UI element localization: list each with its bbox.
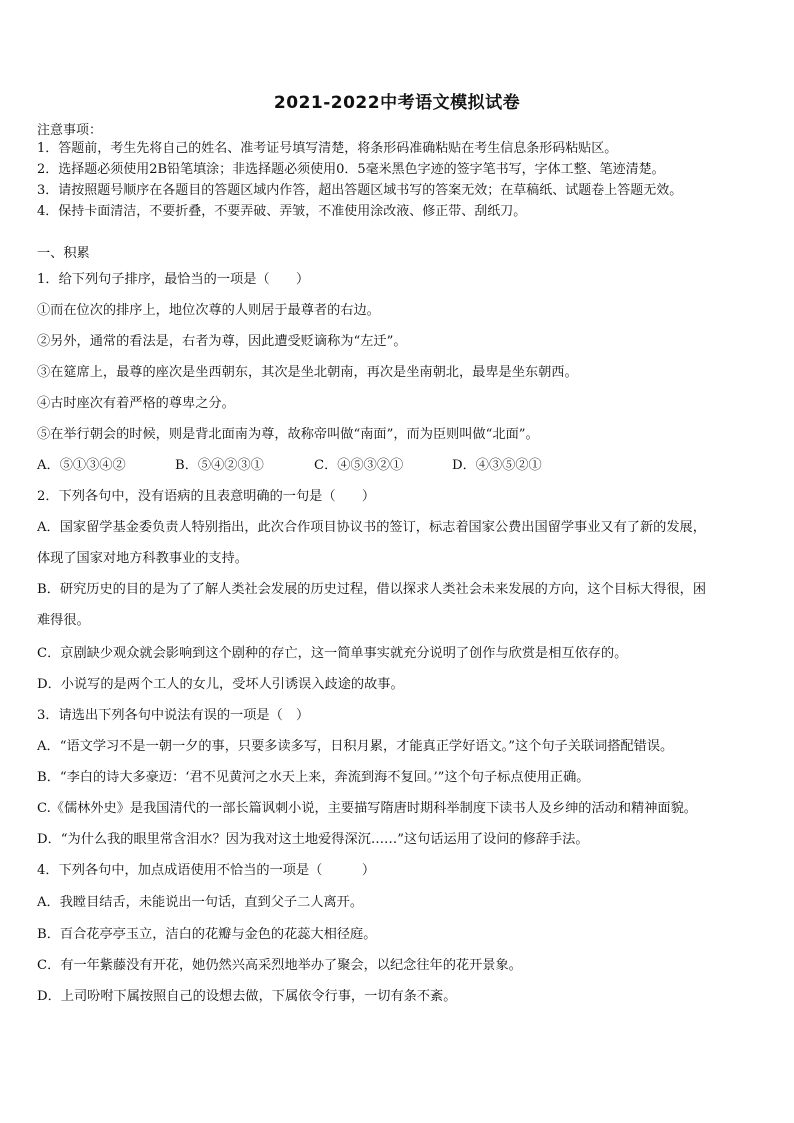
option-b-cont: 难得很。 <box>37 613 90 628</box>
question-stem: 1．给下列句子排序，最恰当的一项是（ ） <box>37 272 310 287</box>
option-c: C．京剧缺少观众就会影响到这个剧种的存亡，这一简单事实就充分说明了创作与欣赏是相互依存的。 <box>37 646 628 661</box>
notice-item: 1．答题前，考生先将自己的姓名、准考证号填写清楚，将条形码准确粘贴在考生信息条形码粘贴区。 <box>37 141 618 156</box>
notice-heading: 注意事项： <box>37 123 103 138</box>
notice-item: 2．选择题必须使用2B铅笔填涂；非选择题必须使用0．5毫米黑色字迹的签字笔书写，字体工整、笔迹清楚。 <box>37 162 665 177</box>
sentence-2: ②另外，通常的看法是，右者为尊，因此遭受贬谪称为“左迁”。 <box>37 334 407 349</box>
page-title: 2021-2022中考语文模拟试卷 <box>273 93 521 113</box>
option-c: C.《儒林外史》是我国清代的一部长篇讽刺小说，主要描写隋唐时期科举制度下读书人及乡绅的活动和精神面貌。 <box>37 801 697 816</box>
question-stem: 2．下列各句中，没有语病的且表意明确的一句是（ ） <box>37 489 376 504</box>
option-d: D．小说写的是两个工人的女儿，受坏人引诱误入歧途的故事。 <box>37 677 404 692</box>
option-a: A．我瞠目结舌，未能说出一句话，直到父子二人离开。 <box>37 895 364 910</box>
option-b: B．研究历史的目的是为了了解人类社会发展的历史过程，借以探求人类社会未来发展的方向，这个目标大得很，困 <box>37 582 707 597</box>
option-d: D．④③⑤②① <box>452 458 542 473</box>
sentence-5: ⑤在举行朝会的时候，则是背北面南为尊，故称帝叫做“南面”，而为臣则叫做“北面”。 <box>37 427 539 442</box>
sentence-1: ①而在位次的排序上，地位次尊的人则居于最尊者的右边。 <box>37 303 380 318</box>
q1-options <box>37 457 542 475</box>
sentence-3: ③在筵席上，最尊的座次是坐西朝东，其次是坐北朝南，再次是坐南朝北，最卑是坐东朝西。 <box>37 365 578 380</box>
question-stem: 4．下列各句中，加点成语使用不恰当的一项是（ ） <box>37 863 376 878</box>
option-c: C．有一年紫藤没有开花，她仍然兴高采烈地举办了聚会，以纪念往年的花开景象。 <box>37 958 522 973</box>
option-b: B．“李白的诗大多豪迈：‘君不见黄河之水天上来，奔流到海不复回。’”这个句子标点使用正确。 <box>37 770 590 785</box>
option-b: B．⑤④②③① <box>175 458 264 473</box>
notice-item: 4．保持卡面清洁，不要折叠，不要弄破、弄皱，不准使用涂改液、修正带、刮纸刀。 <box>37 204 527 219</box>
option-b: B．百合花亭亭玉立，洁白的花瓣与金色的花蕊大相径庭。 <box>37 927 377 942</box>
option-d: D．上司吩咐下属按照自己的设想去做，下属依令行事，一切有条不紊。 <box>37 989 457 1004</box>
option-a-cont: 体现了国家对地方科教事业的支持。 <box>37 551 248 566</box>
question-stem: 3．请选出下列各句中说法有误的一项是（ ） <box>37 708 310 723</box>
option-a: A．⑤①③④② <box>37 458 126 473</box>
section-heading: 一、积累 <box>37 246 90 261</box>
option-a: A．“语文学习不是一朝一夕的事，只要多读多写，日积月累，才能真正学好语文。”这个句子关联词搭配错误。 <box>37 739 674 754</box>
option-d: D．“为什么我的眼里常含泪水？因为我对这土地爱得深沉……”这句话运用了设问的修辞手法。 <box>37 832 589 847</box>
option-c: C．④⑤③②① <box>314 458 404 473</box>
option-a: A．国家留学基金委负责人特别指出，此次合作项目协议书的签订，标志着国家公费出国留学事业又有了新的发展， <box>37 520 706 535</box>
sentence-4: ④古时座次有着严格的尊卑之分。 <box>37 396 235 411</box>
notice-item: 3．请按照题号顺序在各题目的答题区域内作答，超出答题区域书写的答案无效；在草稿纸、试题卷上答题无效。 <box>37 183 683 198</box>
